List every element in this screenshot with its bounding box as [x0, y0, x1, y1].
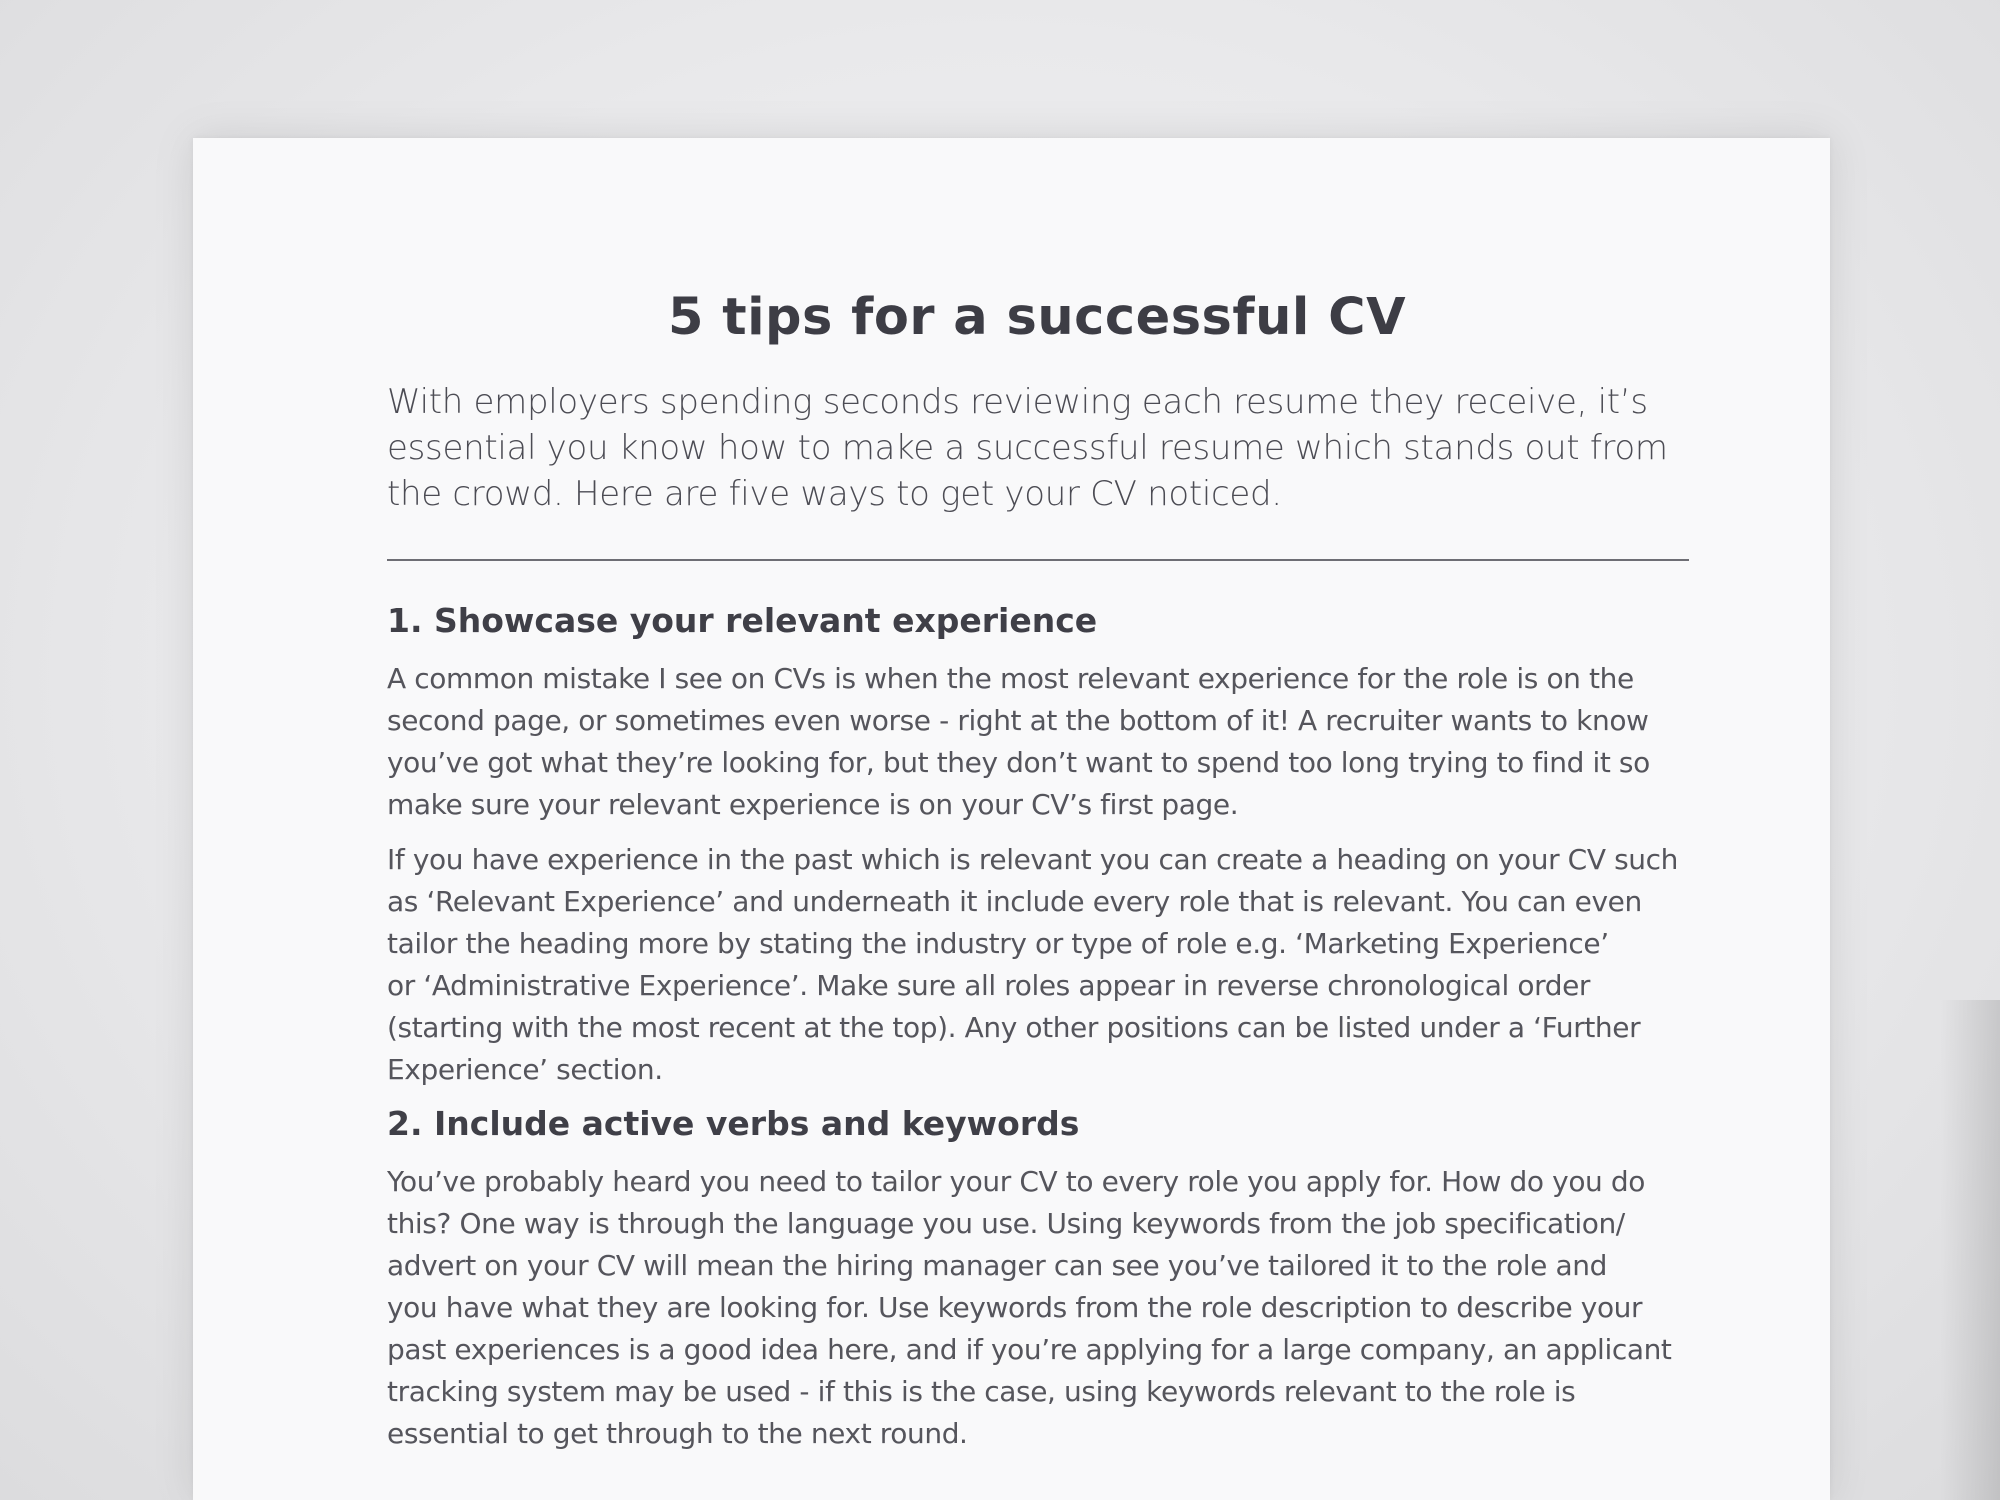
intro-line: the crowd. Here are five ways to get your CV noticed. — [387, 474, 1282, 514]
document-page — [193, 138, 1830, 1500]
paragraph-line: You’ve probably heard you need to tailor your CV to every role you apply for. How do you do — [387, 1165, 1645, 1198]
paragraph-line: A common mistake I see on CVs is when the most relevant experience for the role is on the — [387, 662, 1634, 695]
background-shadow — [1940, 1000, 2000, 1500]
paragraph-line: past experiences is a good idea here, and if you’re applying for a large company, an applicant — [387, 1333, 1672, 1366]
paragraph-line: as ‘Relevant Experience’ and underneath it include every role that is relevant. You can even — [387, 885, 1642, 918]
paragraph-line: you have what they are looking for. Use keywords from the role description to describe your — [387, 1291, 1643, 1324]
intro-line: With employers spending seconds reviewing each resume they receive, it’s — [387, 382, 1648, 422]
paragraph-line: tailor the heading more by stating the industry or type of role e.g. ‘Marketing Experience’ — [387, 927, 1609, 960]
paragraph-line: If you have experience in the past which is relevant you can create a heading on your CV such — [387, 843, 1678, 876]
intro-line: essential you know how to make a successful resume which stands out from — [387, 428, 1668, 468]
paragraph-line: second page, or sometimes even worse - right at the bottom of it! A recruiter wants to know — [387, 704, 1649, 737]
paragraph-line: make sure your relevant experience is on your CV’s first page. — [387, 788, 1239, 821]
paragraph-line: (starting with the most recent at the top). Any other positions can be listed under a ‘Further — [387, 1011, 1641, 1044]
intro-paragraph — [387, 379, 1707, 517]
paragraph-line: Experience’ section. — [387, 1053, 663, 1086]
section-2 — [387, 1104, 1707, 1455]
paragraph-line: tracking system may be used - if this is the case, using keywords relevant to the role is — [387, 1375, 1576, 1408]
section-paragraph — [387, 839, 1707, 1091]
page-title: 5 tips for a successful CV — [667, 288, 1407, 347]
section-heading: 1. Showcase your relevant experience — [387, 601, 1098, 640]
paragraph-line: advert on your CV will mean the hiring manager can see you’ve tailored it to the role and — [387, 1249, 1607, 1282]
paragraph-line: you’ve got what they’re looking for, but they don’t want to spend too long trying to find it so — [387, 746, 1650, 779]
document-content — [387, 288, 1707, 1468]
section-paragraph — [387, 658, 1707, 826]
section-1 — [387, 601, 1707, 1091]
section-paragraph — [387, 1161, 1707, 1455]
section-heading: 2. Include active verbs and keywords — [387, 1104, 1080, 1143]
divider — [387, 559, 1689, 561]
paragraph-line: or ‘Administrative Experience’. Make sure all roles appear in reverse chronological order — [387, 969, 1591, 1002]
paragraph-line: this? One way is through the language you use. Using keywords from the job specification/ — [387, 1207, 1625, 1240]
paragraph-line: essential to get through to the next round. — [387, 1417, 968, 1450]
